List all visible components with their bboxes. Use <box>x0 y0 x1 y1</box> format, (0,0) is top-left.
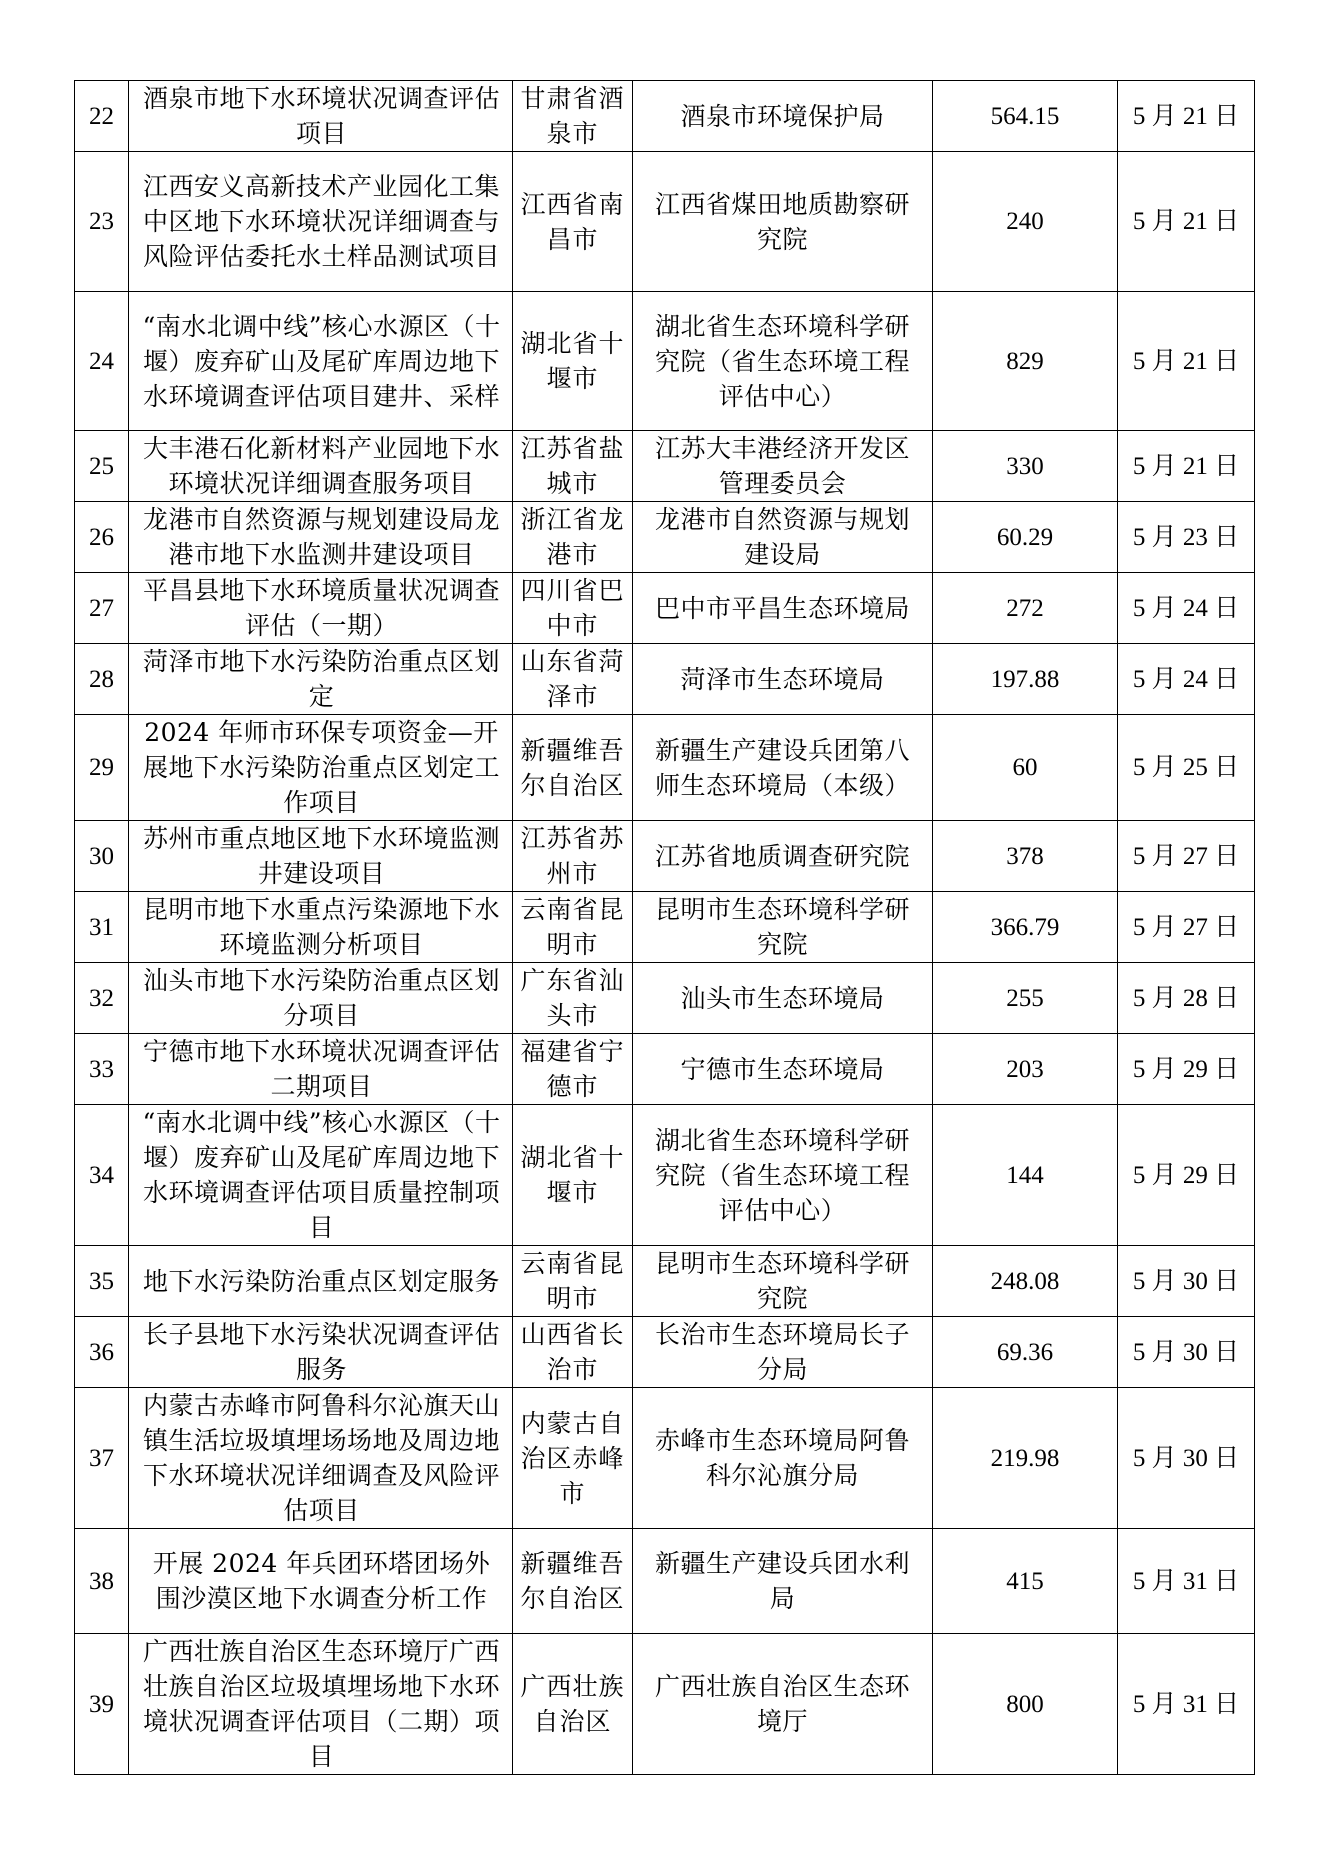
row-number-cell: 26 <box>75 502 129 573</box>
project-region-cell: 山东省菏泽市 <box>513 644 633 715</box>
project-region-cell: 湖北省十堰市 <box>513 1105 633 1246</box>
project-name-cell: 江西安义高新技术产业园化工集中区地下水环境状况详细调查与风险评估委托水土样品测试项目 <box>129 152 513 292</box>
project-name-cell: 昆明市地下水重点污染源地下水环境监测分析项目 <box>129 892 513 963</box>
purchasing-unit-cell: 湖北省生态环境科学研究院（省生态环境工程评估中心） <box>633 292 933 431</box>
table-row <box>75 1105 1255 1246</box>
budget-amount-cell: 255 <box>933 963 1118 1034</box>
table-row <box>75 1034 1255 1105</box>
project-region-cell: 广东省汕头市 <box>513 963 633 1034</box>
budget-amount-cell: 60 <box>933 715 1118 821</box>
project-name-cell: 大丰港石化新材料产业园地下水环境状况详细调查服务项目 <box>129 431 513 502</box>
project-region-cell: 湖北省十堰市 <box>513 292 633 431</box>
project-name-cell: 2024 年师市环保专项资金—开展地下水污染防治重点区划定工作项目 <box>129 715 513 821</box>
project-name-cell: 开展 2024 年兵团环塔团场外围沙漠区地下水调查分析工作 <box>129 1529 513 1634</box>
announcement-date-cell: 5 月 24 日 <box>1118 573 1255 644</box>
table-row <box>75 821 1255 892</box>
purchasing-unit-cell: 汕头市生态环境局 <box>633 963 933 1034</box>
row-number-cell: 33 <box>75 1034 129 1105</box>
budget-amount-cell: 330 <box>933 431 1118 502</box>
project-region-cell: 山西省长治市 <box>513 1317 633 1388</box>
project-region-cell: 江西省南昌市 <box>513 152 633 292</box>
table-row <box>75 715 1255 821</box>
announcement-date-cell: 5 月 31 日 <box>1118 1529 1255 1634</box>
purchasing-unit-cell: 昆明市生态环境科学研究院 <box>633 892 933 963</box>
project-name-cell: 平昌县地下水环境质量状况调查评估（一期） <box>129 573 513 644</box>
budget-amount-cell: 564.15 <box>933 81 1118 152</box>
table-row <box>75 892 1255 963</box>
budget-amount-cell: 415 <box>933 1529 1118 1634</box>
purchasing-unit-cell: 江苏省地质调查研究院 <box>633 821 933 892</box>
project-region-cell: 内蒙古自治区赤峰市 <box>513 1388 633 1529</box>
row-number-cell: 28 <box>75 644 129 715</box>
budget-amount-cell: 144 <box>933 1105 1118 1246</box>
announcement-date-cell: 5 月 30 日 <box>1118 1388 1255 1529</box>
announcement-date-cell: 5 月 21 日 <box>1118 152 1255 292</box>
announcement-date-cell: 5 月 21 日 <box>1118 292 1255 431</box>
project-name-cell: 龙港市自然资源与规划建设局龙港市地下水监测井建设项目 <box>129 502 513 573</box>
row-number-cell: 38 <box>75 1529 129 1634</box>
purchasing-unit-cell: 江苏大丰港经济开发区管理委员会 <box>633 431 933 502</box>
table-row <box>75 152 1255 292</box>
budget-amount-cell: 69.36 <box>933 1317 1118 1388</box>
table-row <box>75 1388 1255 1529</box>
announcement-date-cell: 5 月 30 日 <box>1118 1317 1255 1388</box>
table-row <box>75 81 1255 152</box>
budget-amount-cell: 829 <box>933 292 1118 431</box>
row-number-cell: 34 <box>75 1105 129 1246</box>
purchasing-unit-cell: 新疆生产建设兵团水利局 <box>633 1529 933 1634</box>
announcement-date-cell: 5 月 23 日 <box>1118 502 1255 573</box>
project-table <box>74 80 1255 1775</box>
table-row <box>75 1634 1255 1775</box>
budget-amount-cell: 240 <box>933 152 1118 292</box>
announcement-date-cell: 5 月 27 日 <box>1118 892 1255 963</box>
announcement-date-cell: 5 月 21 日 <box>1118 81 1255 152</box>
budget-amount-cell: 60.29 <box>933 502 1118 573</box>
announcement-date-cell: 5 月 24 日 <box>1118 644 1255 715</box>
purchasing-unit-cell: 湖北省生态环境科学研究院（省生态环境工程评估中心） <box>633 1105 933 1246</box>
row-number-cell: 35 <box>75 1246 129 1317</box>
purchasing-unit-cell: 新疆生产建设兵团第八师生态环境局（本级） <box>633 715 933 821</box>
row-number-cell: 37 <box>75 1388 129 1529</box>
table-row <box>75 1529 1255 1634</box>
project-name-cell: 汕头市地下水污染防治重点区划分项目 <box>129 963 513 1034</box>
project-region-cell: 浙江省龙港市 <box>513 502 633 573</box>
table-row <box>75 963 1255 1034</box>
project-name-cell: 内蒙古赤峰市阿鲁科尔沁旗天山镇生活垃圾填埋场场地及周边地下水环境状况详细调查及风险评估项目 <box>129 1388 513 1529</box>
row-number-cell: 31 <box>75 892 129 963</box>
project-region-cell: 云南省昆明市 <box>513 892 633 963</box>
row-number-cell: 32 <box>75 963 129 1034</box>
purchasing-unit-cell: 菏泽市生态环境局 <box>633 644 933 715</box>
purchasing-unit-cell: 巴中市平昌生态环境局 <box>633 573 933 644</box>
purchasing-unit-cell: 宁德市生态环境局 <box>633 1034 933 1105</box>
table-row <box>75 431 1255 502</box>
announcement-date-cell: 5 月 31 日 <box>1118 1634 1255 1775</box>
announcement-date-cell: 5 月 30 日 <box>1118 1246 1255 1317</box>
purchasing-unit-cell: 赤峰市生态环境局阿鲁科尔沁旗分局 <box>633 1388 933 1529</box>
budget-amount-cell: 197.88 <box>933 644 1118 715</box>
row-number-cell: 36 <box>75 1317 129 1388</box>
project-name-cell: 酒泉市地下水环境状况调查评估项目 <box>129 81 513 152</box>
purchasing-unit-cell: 江西省煤田地质勘察研究院 <box>633 152 933 292</box>
project-name-cell: 苏州市重点地区地下水环境监测井建设项目 <box>129 821 513 892</box>
announcement-date-cell: 5 月 21 日 <box>1118 431 1255 502</box>
budget-amount-cell: 272 <box>933 573 1118 644</box>
row-number-cell: 25 <box>75 431 129 502</box>
table-row <box>75 502 1255 573</box>
project-region-cell: 四川省巴中市 <box>513 573 633 644</box>
budget-amount-cell: 800 <box>933 1634 1118 1775</box>
project-region-cell: 江苏省盐城市 <box>513 431 633 502</box>
budget-amount-cell: 366.79 <box>933 892 1118 963</box>
project-region-cell: 新疆维吾尔自治区 <box>513 1529 633 1634</box>
project-region-cell: 广西壮族自治区 <box>513 1634 633 1775</box>
row-number-cell: 39 <box>75 1634 129 1775</box>
project-name-cell: 宁德市地下水环境状况调查评估二期项目 <box>129 1034 513 1105</box>
table-row <box>75 644 1255 715</box>
budget-amount-cell: 248.08 <box>933 1246 1118 1317</box>
purchasing-unit-cell: 酒泉市环境保护局 <box>633 81 933 152</box>
project-name-cell: 广西壮族自治区生态环境厅广西壮族自治区垃圾填埋场地下水环境状况调查评估项目（二期）项目 <box>129 1634 513 1775</box>
announcement-date-cell: 5 月 27 日 <box>1118 821 1255 892</box>
announcement-date-cell: 5 月 25 日 <box>1118 715 1255 821</box>
table-row <box>75 1317 1255 1388</box>
project-region-cell: 福建省宁德市 <box>513 1034 633 1105</box>
row-number-cell: 30 <box>75 821 129 892</box>
row-number-cell: 23 <box>75 152 129 292</box>
project-region-cell: 甘肃省酒泉市 <box>513 81 633 152</box>
row-number-cell: 27 <box>75 573 129 644</box>
budget-amount-cell: 378 <box>933 821 1118 892</box>
announcement-date-cell: 5 月 29 日 <box>1118 1105 1255 1246</box>
table-body <box>75 81 1255 1775</box>
announcement-date-cell: 5 月 29 日 <box>1118 1034 1255 1105</box>
project-name-cell: 菏泽市地下水污染防治重点区划定 <box>129 644 513 715</box>
project-region-cell: 云南省昆明市 <box>513 1246 633 1317</box>
purchasing-unit-cell: 广西壮族自治区生态环境厅 <box>633 1634 933 1775</box>
table-row <box>75 292 1255 431</box>
purchasing-unit-cell: 龙港市自然资源与规划建设局 <box>633 502 933 573</box>
purchasing-unit-cell: 昆明市生态环境科学研究院 <box>633 1246 933 1317</box>
table-row <box>75 573 1255 644</box>
table-row <box>75 1246 1255 1317</box>
announcement-date-cell: 5 月 28 日 <box>1118 963 1255 1034</box>
project-name-cell: “南水北调中线”核心水源区（十堰）废弃矿山及尾矿库周边地下水环境调查评估项目建井、采样 <box>129 292 513 431</box>
budget-amount-cell: 219.98 <box>933 1388 1118 1529</box>
project-name-cell: “南水北调中线”核心水源区（十堰）废弃矿山及尾矿库周边地下水环境调查评估项目质量控制项目 <box>129 1105 513 1246</box>
project-region-cell: 江苏省苏州市 <box>513 821 633 892</box>
project-name-cell: 地下水污染防治重点区划定服务 <box>129 1246 513 1317</box>
row-number-cell: 29 <box>75 715 129 821</box>
purchasing-unit-cell: 长治市生态环境局长子分局 <box>633 1317 933 1388</box>
budget-amount-cell: 203 <box>933 1034 1118 1105</box>
row-number-cell: 24 <box>75 292 129 431</box>
project-name-cell: 长子县地下水污染状况调查评估服务 <box>129 1317 513 1388</box>
row-number-cell: 22 <box>75 81 129 152</box>
project-region-cell: 新疆维吾尔自治区 <box>513 715 633 821</box>
